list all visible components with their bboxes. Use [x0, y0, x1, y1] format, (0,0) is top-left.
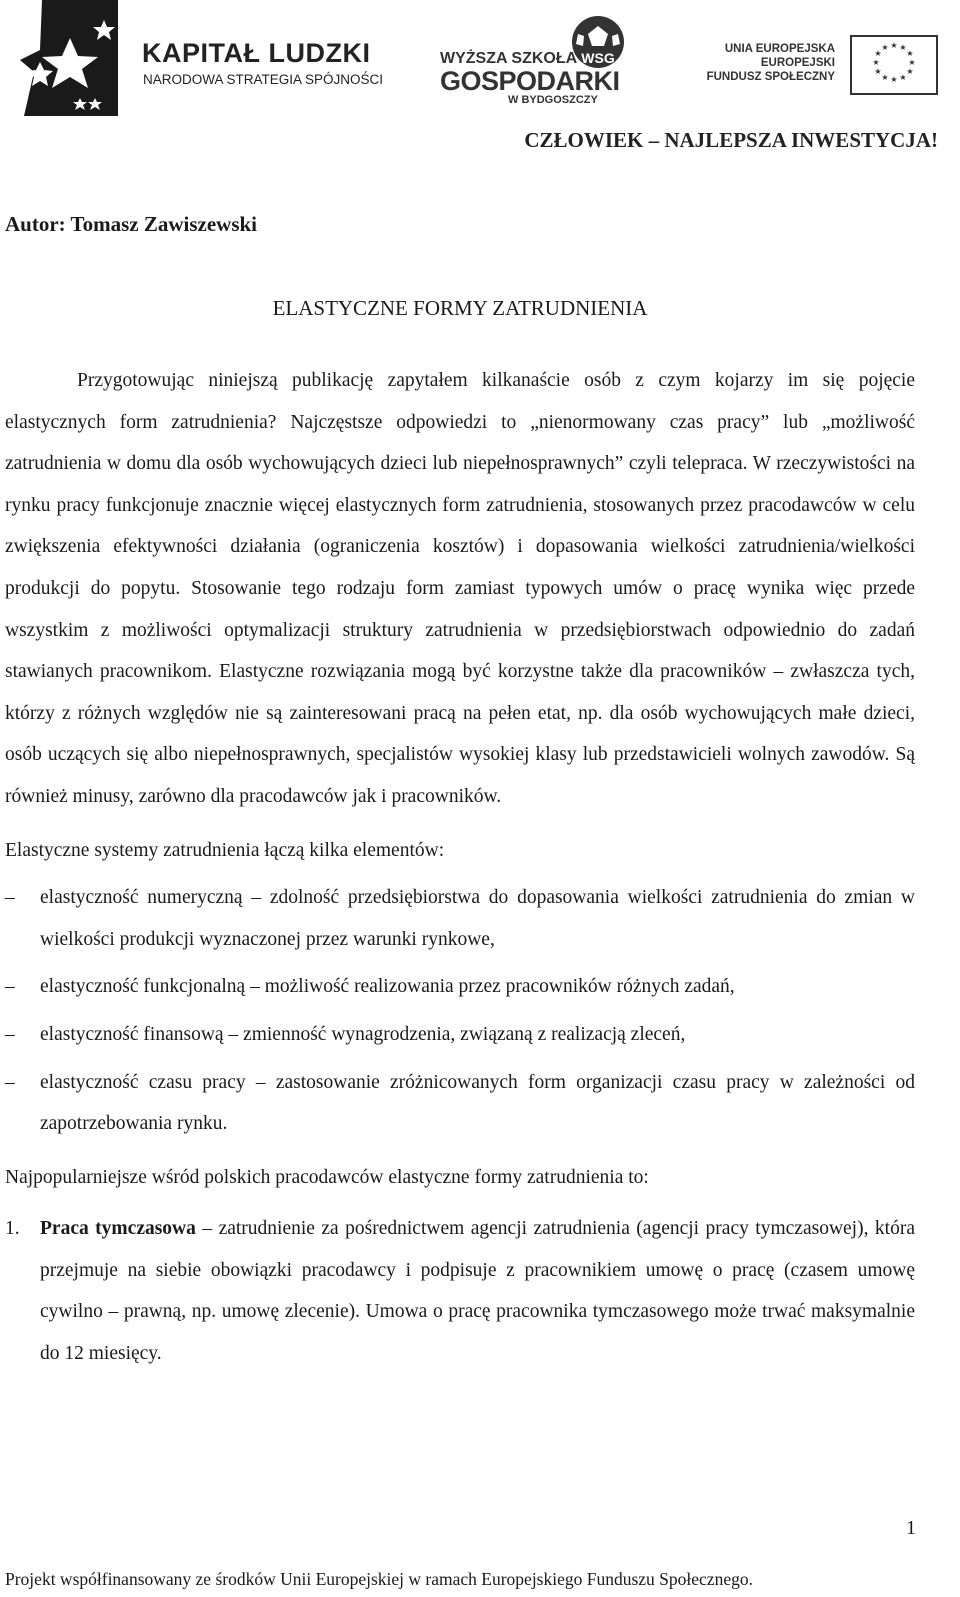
eu-logo [706, 30, 955, 100]
wsg-logo [440, 14, 670, 109]
list-item-text: elastyczność funkcjonalną – możliwość realizowania przez pracowników różnych zadań, [40, 976, 735, 998]
svg-text:★: ★ [899, 43, 907, 52]
wsg-mark-text: WSG [581, 50, 615, 66]
forms-list [5, 1208, 915, 1374]
eu-flag-icon [850, 35, 938, 95]
page-header [0, 0, 960, 125]
slogan: CZŁOWIEK – NAJLEPSZA INWESTYCJA! [524, 128, 938, 152]
svg-text:★: ★ [874, 49, 882, 58]
form-description: – zatrudnienie za pośrednictwem agencji zatrudnienia (agencji pracy tymczasowej), która przejmuje na siebie obowiązki pracodawcy i podpisuje z pracownikiem umowę o pracę (czasem umowę cywilno – prawną, np. umowę zlecenie). Umowa o pracę pracownika tymczasowego może trwać maksymalnie do 12 miesięcy. [40, 1218, 915, 1365]
list-item [5, 877, 915, 960]
svg-text:★: ★ [872, 58, 880, 67]
svg-text:★: ★ [906, 49, 914, 58]
document-title: ELASTYCZNE FORMY ZATRUDNIENIA [272, 296, 648, 320]
document-body [5, 360, 915, 1375]
list-item-text: elastyczność finansową – zmienność wynagrodzenia, związaną z realizacją zleceń, [40, 1023, 686, 1045]
kapital-ludzki-title: KAPITAŁ LUDZKI [142, 38, 371, 68]
systems-intro: Elastyczne systemy zatrudnienia łączą kilka elementów: [5, 839, 445, 861]
list-item-text: elastyczność numeryczną – zdolność przedsiębiorstwa do dopasowania wielkości zatrudnienia do zmian w wielkości produkcji wyznaczonej przez warunki rynkowe, [40, 887, 915, 950]
svg-text:★: ★ [881, 73, 889, 82]
list-item [5, 966, 915, 1008]
svg-text:★: ★ [899, 73, 907, 82]
list-item [5, 1208, 915, 1374]
elements-list [5, 877, 915, 1145]
svg-text:★: ★ [890, 75, 898, 84]
svg-text:★: ★ [874, 67, 882, 76]
list-marker: – [5, 976, 15, 998]
list-marker: – [5, 1023, 15, 1045]
wsg-line-1: WYŻSZA SZKOŁA [440, 50, 578, 67]
kapital-ludzki-logo [20, 0, 400, 120]
svg-text:★: ★ [906, 67, 914, 76]
svg-text:★: ★ [881, 43, 889, 52]
list-item-text: elastyczność czasu pracy – zastosowanie zróżnicowanych form organizacji czasu pracy w zależności od zapotrzebowania rynku. [40, 1071, 915, 1135]
list-marker: – [5, 1071, 15, 1093]
wsg-line-2: GOSPODARKI [440, 66, 620, 96]
eu-text [707, 42, 835, 84]
svg-text:★: ★ [890, 41, 898, 50]
eu-stars-icon [852, 37, 936, 93]
list-item [5, 1062, 915, 1145]
kapital-ludzki-subtitle: NARODOWA STRATEGIA SPÓJNOŚCI [143, 72, 384, 87]
page-number: 1 [906, 1517, 916, 1539]
svg-text:★: ★ [908, 58, 916, 67]
form-term: Praca tymczasowa [40, 1218, 196, 1240]
list-item [5, 1014, 915, 1056]
author: Autor: Tomasz Zawiszewski [5, 212, 258, 236]
page-footer: Projekt współfinansowany ze środków Unii Europejskiej w ramach Europejskiego Funduszu Społecznego. [5, 1569, 753, 1589]
eu-line-2: EUROPEJSKI [760, 57, 835, 69]
list-marker: – [5, 887, 15, 909]
wsg-line-3: W BYDGOSZCZY [508, 94, 598, 106]
eu-line-3: FUNDUSZ SPOŁECZNY [706, 71, 835, 83]
kapital-ludzki-star-icon [20, 0, 130, 120]
list-number: 1. [5, 1218, 20, 1240]
intro-paragraph: Przygotowując niniejszą publikację zapytałem kilkanaście osób z czym kojarzy im się pojęcie elastycznych form zatrudnienia? Najczęstsze odpowiedzi to „nienormowany czas pracy” lub „możliwość zatrudnienia w domu dla osób wychowujących dzieci lub niepełnosprawnych” czyli telepraca. W rzeczywistości na rynku pracy funkcjonuje znacznie więcej elastycznych form zatrudnienia, stosowanych przez pracodawców w celu zwiększenia efektywności działania (ograniczenia kosztów) i dopasowania wielkości zatrudnienia/wielkości produkcji do popytu. Stosowanie tego rodzaju form zamiast typowych umów o pracę wynika więc przede wszystkim z możliwości optymalizacji struktury zatrudnienia w przedsiębiorstwach odpowiednio do zadań stawianych pracownikom. Elastyczne rozwiązania mogą być korzystne także dla pracowników – zwłaszcza tych, którzy z różnych względów nie są zainteresowani pracą na pełen etat, np. dla osób wychowujących małe dzieci, osób uczących się albo niepełnosprawnych, specjalistów wysokiej klasy lub przedstawicieli wolnych zawodów. Są również minusy, zarówno dla pracodawców jak i pracowników. [5, 370, 915, 807]
eu-line-1: UNIA EUROPEJSKA [724, 43, 835, 55]
popular-intro: Najpopularniejsze wśród polskich pracodawców elastyczne formy zatrudnienia to: [5, 1166, 649, 1188]
